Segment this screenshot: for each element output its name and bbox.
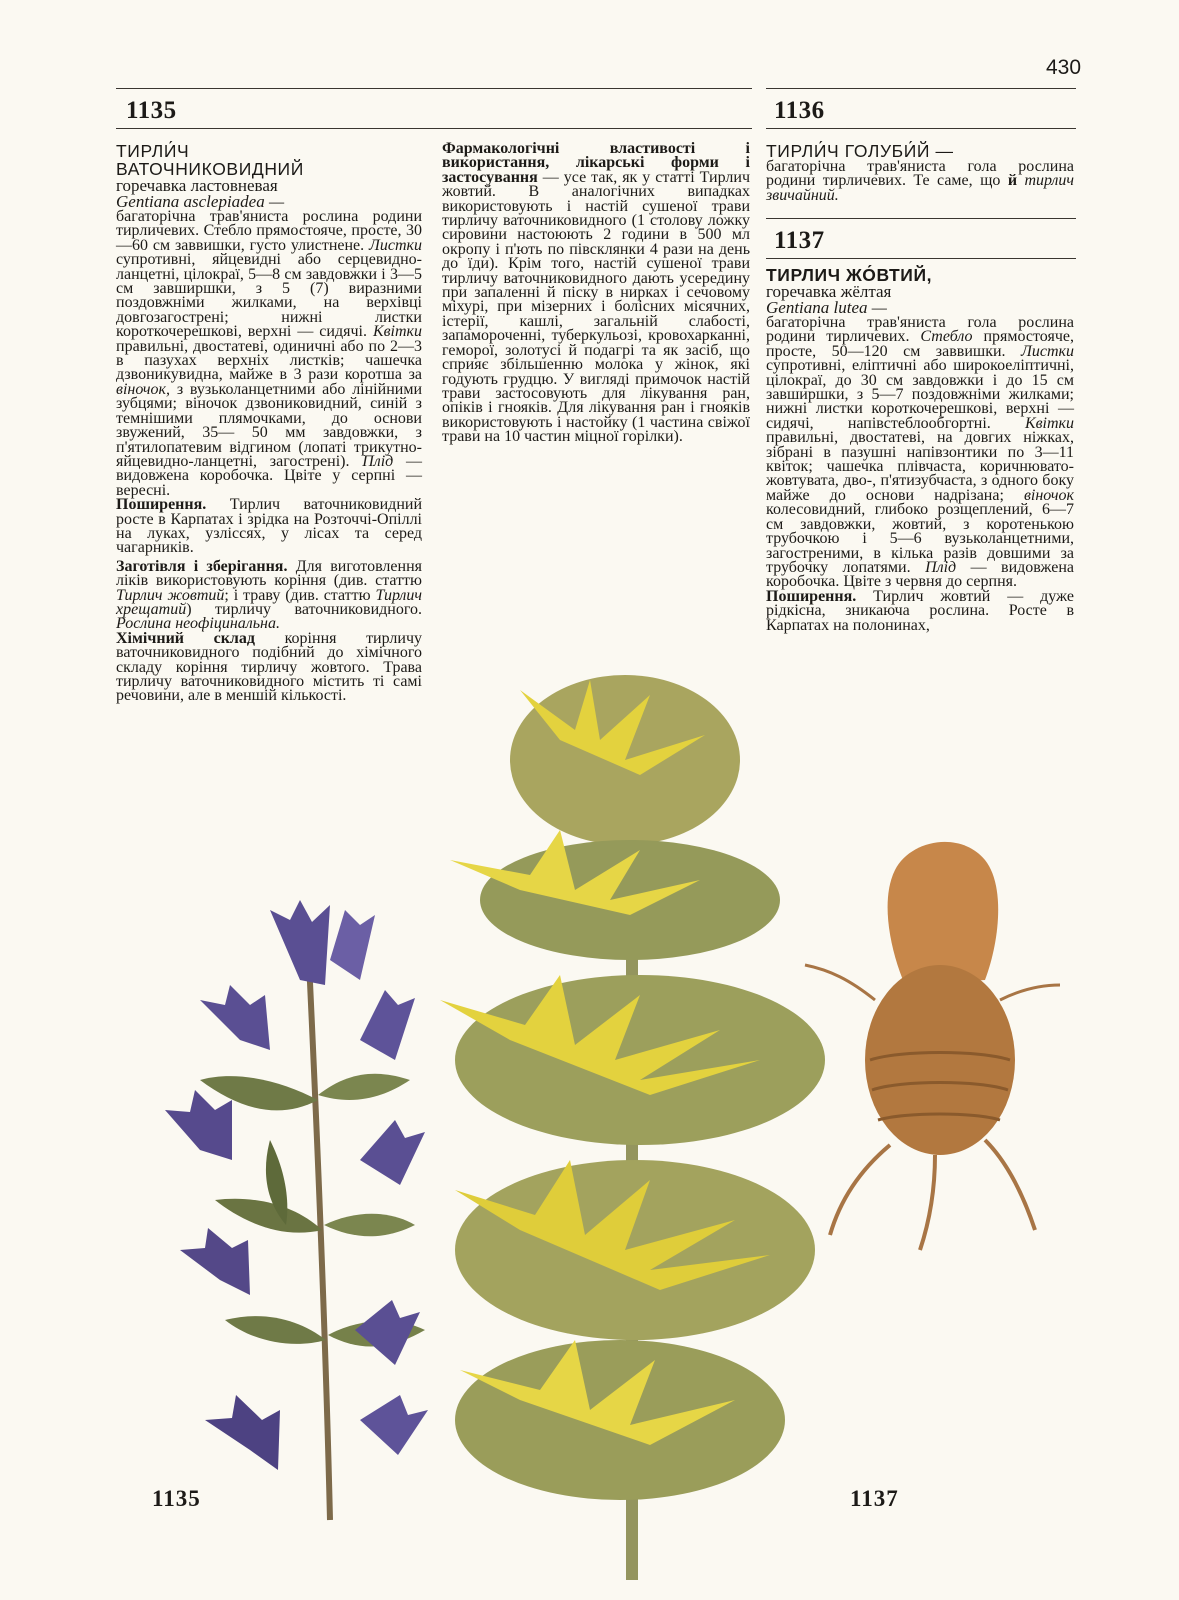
entry-1135-distribution: Поширення. Тирлич ваточниковидний росте в Карпатах і зрідка на Розточчі-Опіллі на луках, узліссях, у лісах та серед чагарників. <box>116 496 422 557</box>
yellow-gentian-plant-illustration <box>440 675 825 1580</box>
entry-1136-column <box>766 142 1074 203</box>
entry-1136-title: ТИРЛИ́Ч ГОЛУБИ́Й — <box>766 141 954 161</box>
entry-1137-title: ТИРЛИЧ ЖО́ВТИЙ, <box>766 265 933 285</box>
root-illustration <box>805 842 1060 1250</box>
entry-1137-description: багаторічна трав'яниста гола рослина родини тирличевих. Стебло прямостояче, просте, 50—120 см заввишки. Листки супротивні, еліптичні або широкоеліптичні, цілокраї, до 30 см завдовжки і до 15 см завширшки, з 5—7 поздовжніми жилками; нижні листки короткочерешкові, верхні — сидячі, напівстеблообгортні. Квітки правильні, двостатеві, на довгих ніжках, зібрані в пазушні напівзонтики по 3—11 квіток; чашечка плівчаста, коричнювато-жовтувата, дво-, п'ятизубчаста, з одного боку майже до основи надрізана; віночок колесовидний, глибоко розщеплений, 6—7 см завдовжки, жовтий, з коротенькою трубочкою і 5—6 вузьколанцетними, загостреними, в кілька разів довшими за трубочку лопатями. Плід — видовжена коробочка. Цвіте з червня до серпня. <box>766 314 1075 591</box>
entry-1135-synonym: горечавка ластовневая <box>116 176 278 195</box>
entry-number-1137: 1137 <box>774 227 825 254</box>
figure-label-1137: 1137 <box>850 1486 899 1511</box>
entry-1135-harvest: Заготівля і зберігання. Для виготовлення ліків використовують коріння (див. статтю Тирлич жовтий; і траву (див. статтю Тирлич хрещатий) тирличу ваточниковидного. Рослина неофіцинальна. <box>116 557 423 633</box>
entry-1137-distribution: Поширення. Тирлич жовтий — дуже рідкісна, зникаюча рослина. Росте в Карпатах на полонинах, <box>766 587 1075 634</box>
entry-1135-pharmacology: Фармакологічні властивості і використання, лікарські форми і застосування — усе так, як у статті Тирлич жовтий. В аналогічних випадках використовують і настій сушеної трави тирличу ваточниковидного (1 столову ложку сировини настоюють 2 години в 500 мл окропу і п'ють по півсклянки 4 рази на день до їди). Крім того, настій сушеної трави тирличу ваточниковидного дають усередину при запаленні й піску в нирках і сечовому міхурі, при мізерних і болісних місячних, істерії, кашлі, загальній слабості, запамороченні, туберкульозі, кровохарканні, геморої, золотусі й подагрі та як засіб, що сприяє збільшенню молока у жінок, які годують грудцю. У вигляді примочок настій трави застосовують для лікування ран, опіків і гнояків. Для лікування ран і гнояків використовують і настойку (1 частина свіжої трави на 10 частин міцної горілки). <box>442 140 750 446</box>
entry-1137-column <box>766 266 1074 633</box>
page-number: 430 <box>1046 56 1082 79</box>
entry-1135-chemical-composition: Хімічний склад коріння тирличу ваточниковидного подібний до хімічного складу коріння тирличу жовтого. Трава тирличу ваточниковидного містить ті самі речовини, але в меншій кількості. <box>116 629 423 705</box>
entry-1135-description: багаторічна трав'яниста рослина родини тирличевих. Стебло прямостояче, просте, 30—60 см заввишки, густо улистнене. Листки супротивні, яйцевидні або серцевидно-ланцетні, цілокраї, 5—8 см завдовжки і 3—5 см завширшки, з 5 (7) виразними поздовжніми жилками, на верхівці довгозагострені; нижні листки короткочерешкові, верхні — сидячі. Квітки правильні, двостатеві, одиничні або по 2—3 в пазухах верхніх листків; чашечка дзвоникувидна, майже в 3 рази коротша за віночок, з вузьколанцетними або лінійними зубцями; віночок дзвониковидний, синій з темнішими плямочками, до основи звужений, 35— 50 мм завдовжки, з п'ятилопатевим відгином (лопаті трикутно-яйцевидно-ланцетні, загострені). Плід — видовжена коробочка. Цвіте у серпні — вересні. <box>116 208 423 499</box>
entry-1136-description: багаторічна трав'яниста гола рослина родини тирличевих. Те саме, що й тирлич звичайний. <box>766 158 1075 204</box>
entry-1137-synonym: горечавка жёлтая <box>766 282 892 301</box>
entry-1135-column-1 <box>116 142 422 704</box>
entry-1135-latin-name: Gentiana asclepiadea — <box>116 192 285 211</box>
entry-1135-title-line1: ТИРЛИ́Ч <box>116 141 190 161</box>
entry-1135-column-2 <box>442 142 750 445</box>
figure-label-1135: 1135 <box>152 1486 201 1511</box>
entry-number-1135: 1135 <box>126 97 177 124</box>
entry-1137-latin-name: Gentiana lutea — <box>766 298 887 317</box>
entry-1135-title-line2: ВАТОЧНИКОВИДНИЙ <box>116 159 304 179</box>
entry-number-1136: 1136 <box>774 97 825 124</box>
blue-gentian-plant-illustration <box>165 900 428 1520</box>
